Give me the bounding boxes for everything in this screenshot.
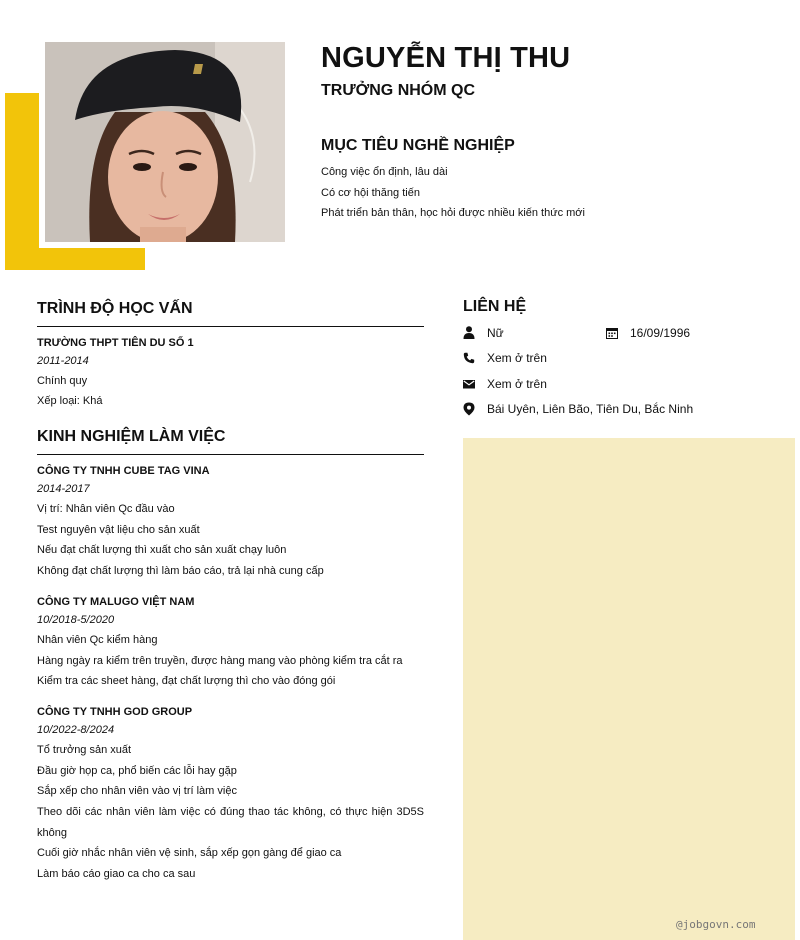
contact-address-row [463, 397, 793, 423]
candidate-name: NGUYỄN THỊ THU [321, 42, 571, 74]
job-period: 2014-2017 [37, 483, 90, 495]
job-detail: Đầu giờ họp ca, phổ biến các lỗi hay gặp [37, 764, 237, 777]
job-detail: Test nguyên vật liệu cho sản xuất [37, 523, 200, 536]
experience-divider [37, 454, 424, 455]
job-detail: Theo dõi các nhân viên làm việc có đúng thao tác không, có thực hiện 3D5S không [37, 806, 424, 839]
phone-icon [463, 352, 487, 364]
address-value: Bái Uyên, Liên Bão, Tiên Du, Bắc Ninh [487, 402, 694, 417]
profile-photo [45, 42, 285, 242]
location-pin-icon [463, 402, 487, 416]
objective-title: MỤC TIÊU NGHỀ NGHIỆP [321, 137, 515, 154]
education-entry [37, 335, 424, 411]
email-value: Xem ở trên [487, 376, 547, 391]
experience-list [37, 463, 424, 897]
job-entry [37, 704, 424, 885]
job-entry [37, 594, 424, 692]
company-name: CÔNG TY TNHH CUBE TAG VINA [37, 465, 210, 477]
job-period: 10/2022-8/2024 [37, 723, 115, 736]
contact-gender-row [463, 320, 793, 346]
calendar-icon [606, 327, 630, 339]
objective-item: Phát triển bản thân, học hỏi được nhiều kiến thức mới [321, 207, 585, 219]
job-detail: Không đạt chất lượng thì làm báo cáo, trả lại nhà cung cấp [37, 565, 324, 578]
job-detail: Tổ trưởng sản xuất [37, 743, 132, 756]
education-period: 2011-2014 [37, 355, 89, 367]
school-name: TRƯỜNG THPT TIÊN DU SỐ 1 [37, 337, 194, 349]
job-detail: Hàng ngày ra kiểm trên truyền, được hàng mang vào phòng kiểm tra cắt ra [37, 654, 403, 667]
experience-title: KINH NGHIỆM LÀM VIỆC [37, 428, 226, 445]
job-detail: Nhân viên Qc kiểm hàng [37, 633, 158, 646]
job-detail: Làm báo cáo giao ca cho ca sau [37, 868, 196, 881]
job-detail: Kiểm tra các sheet hàng, đạt chất lượng thì cho vào đóng gói [37, 675, 336, 688]
job-detail: Cuối giờ nhắc nhân viên vệ sinh, sắp xếp gọn gàng để giao ca [37, 847, 342, 860]
education-divider [37, 326, 424, 327]
company-name: CÔNG TY MALUGO VIỆT NAM [37, 595, 195, 608]
company-name: CÔNG TY TNHH GOD GROUP [37, 705, 193, 718]
mail-icon [463, 379, 487, 389]
education-title: TRÌNH ĐỘ HỌC VẤN [37, 300, 193, 317]
contact-birthday [606, 326, 690, 340]
contact-phone-row [463, 346, 793, 372]
job-detail: Sắp xếp cho nhân viên vào vị trí làm việc [37, 785, 237, 798]
watermark: @jobgovn.com [676, 918, 756, 931]
job-detail: Vị trí: Nhân viên Qc đầu vào [37, 503, 175, 515]
job-detail: Nếu đạt chất lượng thì xuất cho sản xuất chạy luôn [37, 544, 287, 557]
photo-frame-accent-horizontal [5, 248, 145, 270]
candidate-role: TRƯỞNG NHÓM QC [321, 82, 476, 99]
gender-value: Nữ [487, 325, 504, 340]
photo-frame-accent-vertical [5, 93, 39, 270]
person-icon [463, 326, 487, 339]
contact-list [463, 320, 793, 422]
objective-item: Có cơ hội thăng tiến [321, 186, 420, 199]
phone-value: Xem ở trên [487, 351, 547, 366]
birthday-value: 16/09/1996 [630, 325, 691, 340]
objective-item: Công việc ổn định, lâu dài [321, 166, 448, 178]
side-panel [463, 438, 795, 940]
job-period: 10/2018-5/2020 [37, 613, 115, 626]
contact-title: LIÊN HỆ [463, 298, 527, 315]
objective-list [321, 162, 585, 224]
education-grade: Xếp loại: Khá [37, 395, 103, 407]
contact-email-row [463, 371, 793, 397]
job-entry [37, 463, 424, 582]
education-major: Chính quy [37, 375, 88, 387]
